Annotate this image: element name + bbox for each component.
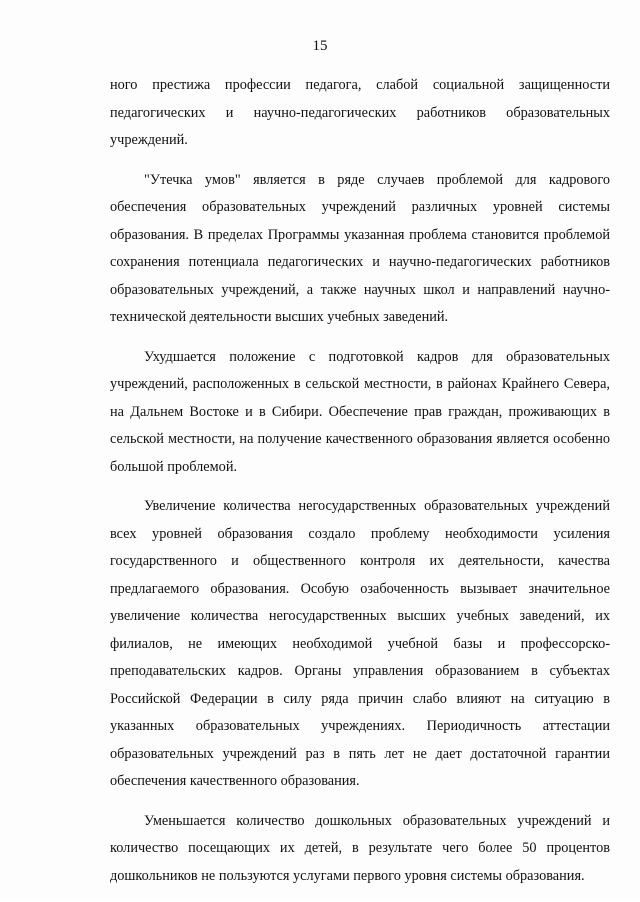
document-body bbox=[110, 72, 610, 902]
paragraph-preschool-decline: Уменьшается количество дошкольных образовательных учреждений и количество посещающих их детей, в результате чего более 50 процентов дошкольников не пользуются услугами первого уровня системы образования. bbox=[110, 812, 610, 884]
page-number: 15 bbox=[312, 38, 328, 54]
paragraph-continuation: ного престижа профессии педагога, слабой социальной защищенности педагогических и научно-педагогических работников образовательных учреждений. bbox=[110, 77, 610, 148]
paragraph-non-state-institutions: Увеличение количества негосударственных образовательных учреждений всех уровней образования создало проблему необходимости усиления государственного и общественного контроля их деятельности, качества предлагаемого образования. Особую озабоченность вызывает значительное увеличение количества негосударственных высших учебных заведений, их филиалов, не имеющих необходимой учебной базы и профессорско-преподавательских кадров. Органы управления образованием в субъектах Российской Федерации в силу ряда причин слабо влияют на ситуацию в указанных образовательных учреждениях. Периодичность аттестации образовательных учреждений раз в пять лет не дает достаточной гарантии обеспечения качественного образования. bbox=[110, 498, 610, 789]
paragraph-brain-drain: "Утечка умов" является в ряде случаев проблемой для кадрового обеспечения образовательных учреждений различных уровней системы образования. В пределах Программы указанная проблема становится проблемой сохранения потенциала педагогических и научно-педагогических работников образовательных учреждений, а также научных школ и направлений научно-технической деятельности высших учебных заведений. bbox=[110, 171, 610, 325]
paragraph-rural-staffing: Ухудшается положение с подготовкой кадров для образовательных учреждений, расположенных в сельской местности, в районах Крайнего Севера, на Дальнем Востоке и в Сибири. Обеспечение прав граждан, проживающих в сельской местности, на получение качественного образования является особенно большой проблемой. bbox=[110, 348, 610, 475]
